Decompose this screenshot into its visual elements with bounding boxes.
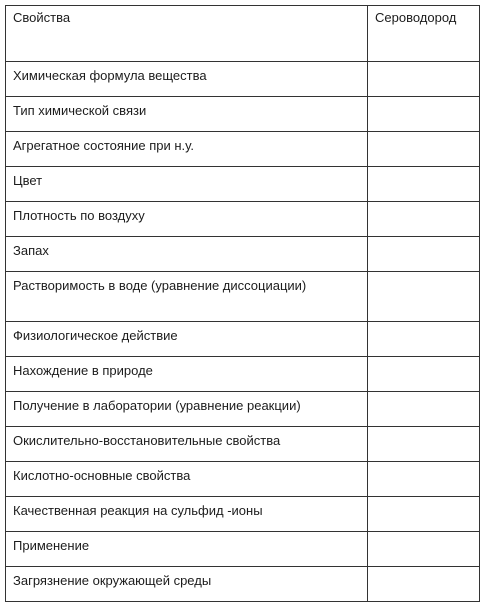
value-cell[interactable] xyxy=(368,357,480,392)
property-cell: Физиологическое действие xyxy=(6,322,368,357)
table-row xyxy=(6,427,480,462)
value-cell[interactable] xyxy=(368,532,480,567)
value-cell[interactable] xyxy=(368,62,480,97)
property-cell: Загрязнение окружающей среды xyxy=(6,567,368,602)
value-cell[interactable] xyxy=(368,462,480,497)
table-row xyxy=(6,167,480,202)
value-cell[interactable] xyxy=(368,202,480,237)
table-row xyxy=(6,272,480,322)
header-substance: Сероводород xyxy=(368,6,480,62)
table-row xyxy=(6,202,480,237)
table-row xyxy=(6,567,480,602)
properties-table xyxy=(5,5,480,602)
header-properties: Свойства xyxy=(6,6,368,62)
value-cell[interactable] xyxy=(368,272,480,322)
property-cell: Растворимость в воде (уравнение диссоциации) xyxy=(6,272,368,322)
value-cell[interactable] xyxy=(368,322,480,357)
property-cell: Цвет xyxy=(6,167,368,202)
table-row xyxy=(6,497,480,532)
table-row xyxy=(6,97,480,132)
property-cell: Применение xyxy=(6,532,368,567)
table-row xyxy=(6,237,480,272)
property-cell: Окислительно-восстановительные свойства xyxy=(6,427,368,462)
value-cell[interactable] xyxy=(368,427,480,462)
value-cell[interactable] xyxy=(368,167,480,202)
property-cell: Химическая формула вещества xyxy=(6,62,368,97)
property-cell: Агрегатное состояние при н.у. xyxy=(6,132,368,167)
property-cell: Кислотно-основные свойства xyxy=(6,462,368,497)
table-row xyxy=(6,62,480,97)
table-header-row xyxy=(6,6,480,62)
table-row xyxy=(6,532,480,567)
property-cell: Качественная реакция на сульфид -ионы xyxy=(6,497,368,532)
value-cell[interactable] xyxy=(368,392,480,427)
property-cell: Получение в лаборатории (уравнение реакции) xyxy=(6,392,368,427)
table-row xyxy=(6,462,480,497)
table-row xyxy=(6,392,480,427)
value-cell[interactable] xyxy=(368,567,480,602)
property-cell: Нахождение в природе xyxy=(6,357,368,392)
property-cell: Плотность по воздуху xyxy=(6,202,368,237)
table-row xyxy=(6,322,480,357)
table-row xyxy=(6,357,480,392)
value-cell[interactable] xyxy=(368,497,480,532)
property-cell: Запах xyxy=(6,237,368,272)
property-cell: Тип химической связи xyxy=(6,97,368,132)
value-cell[interactable] xyxy=(368,237,480,272)
table-row xyxy=(6,132,480,167)
value-cell[interactable] xyxy=(368,97,480,132)
value-cell[interactable] xyxy=(368,132,480,167)
